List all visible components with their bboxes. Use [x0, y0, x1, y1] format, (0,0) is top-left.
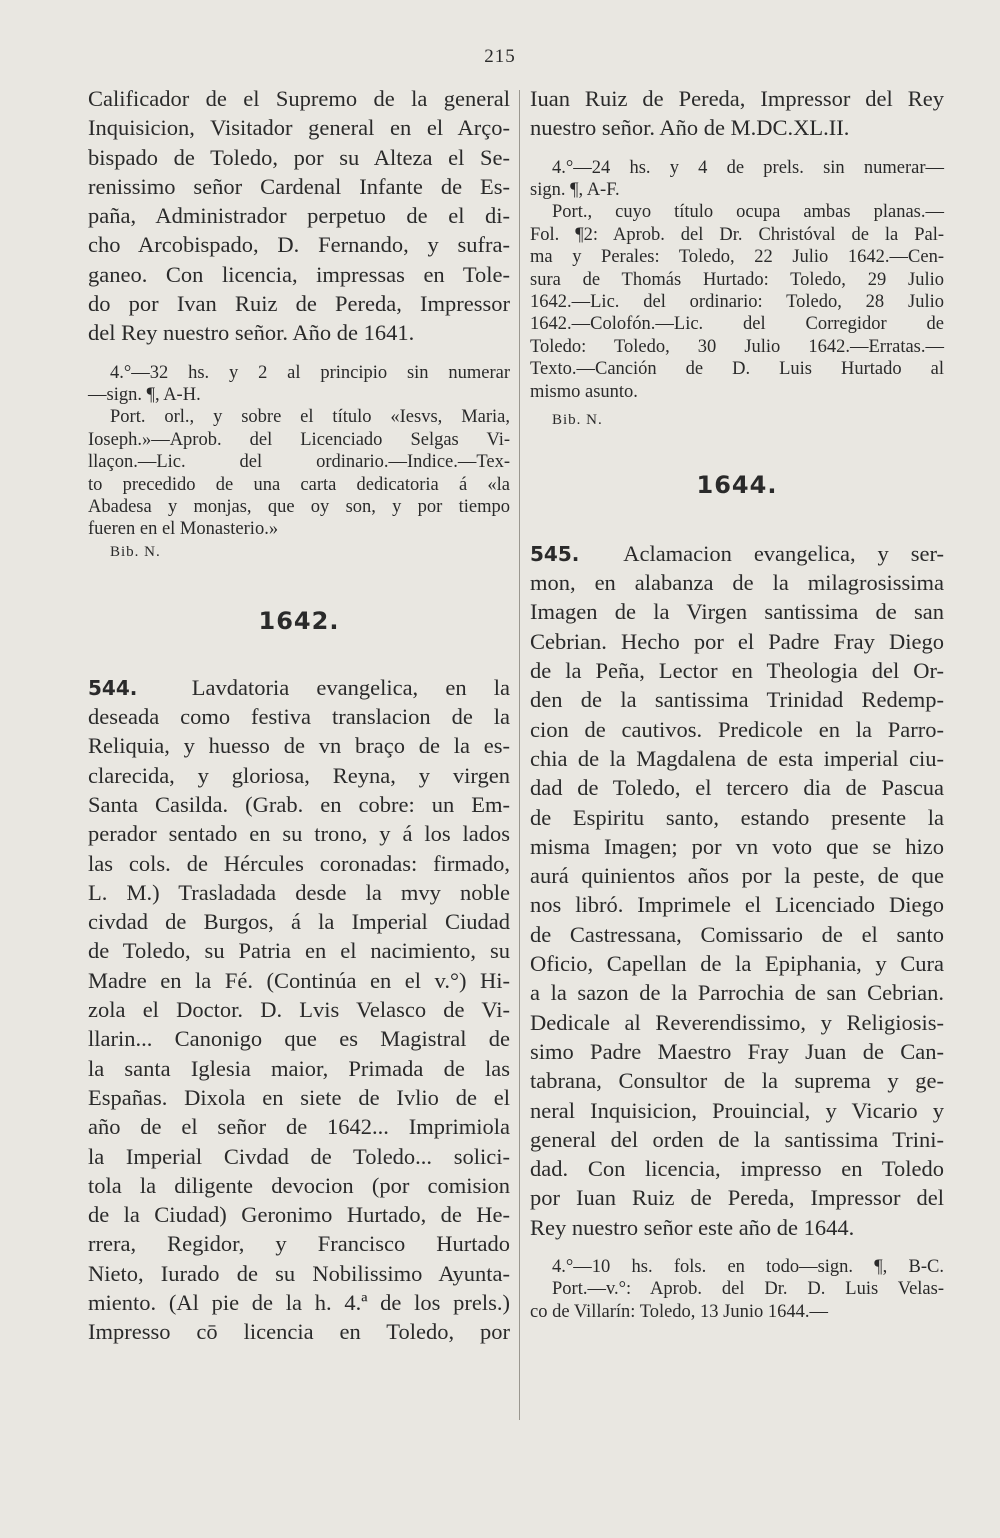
text-line: Dedicale al Reverendissimo, y Religiosis- — [530, 1009, 944, 1035]
text-line: miento. (Al pie de la h. 4.ª de los prels.) — [88, 1290, 510, 1316]
note-line: 4.°—32 hs. y 2 al principio sin numerar — [110, 362, 510, 383]
text-line: civdad de Burgos, á la Imperial Ciudad — [88, 909, 510, 935]
entry-number: 545. — [530, 541, 580, 566]
text-line: las cols. de Hércules coronadas: firmado, — [88, 850, 510, 876]
text-line: chia de la Magdalena de esta imperial ciu- — [530, 745, 944, 771]
note-line: 4.°—10 hs. fols. en todo—sign. ¶, B-C. — [552, 1257, 944, 1278]
text-line: la Imperial Civdad de Toledo... solici- — [88, 1143, 510, 1169]
note-line: sign. ¶, A-F. — [530, 179, 620, 200]
entry-544 — [88, 673, 510, 1347]
text-line: do por Ivan Ruiz de Pereda, Impressor — [88, 291, 510, 317]
note-line: Texto.—Canción de D. Luis Hurtado al — [530, 359, 944, 380]
text-line: de Espiritu santo, estando presente la — [530, 804, 944, 830]
entry-number: 544. — [88, 675, 138, 700]
text-line: tola la diligente devocion (por comision — [88, 1172, 510, 1198]
text-line: mon, en alabanza de la milagrosissima — [530, 570, 944, 596]
right-continuation-text — [530, 84, 944, 143]
text-line: Españas. Dixola en siete de Ivlio de el — [88, 1084, 510, 1110]
text-line: deseada como festiva translacion de la — [88, 704, 510, 730]
text-line: nos libró. Imprimele el Licenciado Diego — [530, 892, 944, 918]
text-line: por Iuan Ruiz de Pereda, Impressor del — [530, 1185, 944, 1211]
text-line: año de el señor de 1642... Imprimiola — [88, 1114, 510, 1140]
text-line: Rey nuestro señor este año de 1644. — [530, 1214, 855, 1240]
left-bibliographic-notes — [88, 362, 510, 541]
text-line: Imagen de la Virgen santissima de san — [530, 599, 944, 625]
text-line: nuestro señor. Año de M.DC.XL.II. — [530, 115, 850, 141]
text-line: L. M.) Trasladada desde la mvy noble — [88, 879, 510, 905]
note-line: Port.—v.°: Aprob. del Dr. D. Luis Velas- — [552, 1279, 944, 1300]
note-line: Toledo: Toledo, 30 Julio 1642.—Erratas.— — [530, 336, 944, 357]
note-line: Port., cuyo título ocupa ambas planas.— — [552, 202, 944, 223]
text-line: dad. Con licencia, impresso en Toledo — [530, 1156, 944, 1182]
year-heading: 1642. — [258, 606, 340, 635]
text-line: Impresso cō licencia en Toledo, por — [88, 1319, 510, 1345]
right-bibliographic-notes-2 — [530, 1256, 944, 1323]
text-line: de la Peña, Lector en Theologia del Or- — [530, 658, 944, 684]
note-line: llaçon.—Lic. del ordinario.—Indice.—Tex- — [88, 452, 510, 473]
note-line: Ioseph.»—Aprob. del Licenciado Selgas Vi- — [88, 429, 510, 450]
library-reference: Bib. N. — [110, 543, 161, 560]
text-line: de Toledo, su Patria en el nacimiento, su — [88, 938, 510, 964]
text-line: Cebrian. Hecho por el Padre Fray Diego — [530, 628, 944, 654]
note-line: 4.°—24 hs. y 4 de prels. sin numerar— — [552, 157, 944, 178]
page-number: 215 — [484, 46, 516, 67]
column-divider — [519, 90, 520, 1420]
text-line: cho Arcobispado, D. Fernando, y sufra- — [88, 232, 510, 258]
text-line: a la sazon de la Parrochia de san Cebrian. — [530, 980, 944, 1006]
text-line: Calificador de el Supremo de la general — [88, 86, 510, 111]
entry-545 — [530, 539, 944, 1242]
note-line: ma y Perales: Toledo, 22 Julio 1642.—Cen- — [530, 247, 944, 268]
text-line: llarin... Canonigo que es Magistral de — [88, 1026, 510, 1052]
note-line: Abadesa y monjas, que oy son, y por tiempo — [88, 497, 510, 518]
text-line: Inquisicion, Visitador general en el Arço- — [88, 115, 510, 141]
note-line: 1642.—Colofón.—Lic. del Corregidor de — [530, 314, 944, 335]
text-line: misma Imagen; por vn voto que se hizo — [530, 833, 944, 859]
text-line: Madre en la Fé. (Continúa en el v.°) Hi- — [88, 967, 510, 993]
text-line: bispado de Toledo, por su Alteza el Se- — [88, 144, 510, 170]
left-continuation-text — [88, 84, 510, 348]
text-line: rrera, Regidor, y Francisco Hurtado — [88, 1231, 510, 1257]
text-line: simo Padre Maestro Fray Juan de Can- — [530, 1038, 944, 1064]
text-line: Nieto, Iurado de su Nobilissimo Ayunta- — [88, 1260, 510, 1286]
text-line: zola el Doctor. D. Lvis Velasco de Vi- — [88, 997, 510, 1023]
text-line: Iuan Ruiz de Pereda, Impressor del Rey — [530, 86, 944, 111]
left-column — [88, 84, 510, 1347]
text-line: paña, Administrador perpetuo de el di- — [88, 203, 510, 229]
text-line: dad de Toledo, el tercero dia de Pascua — [530, 775, 944, 801]
year-heading: 1644. — [696, 470, 778, 499]
text-line: ganeo. Con licencia, impressas en Tole- — [88, 261, 510, 287]
note-line: mismo asunto. — [530, 381, 638, 402]
text-line: perador sentado en su trono, y á los lados — [88, 821, 510, 847]
text-line: de Castressana, Comissario de el santo — [530, 921, 944, 947]
text-line: renissimo señor Cardenal Infante de Es- — [88, 173, 510, 199]
text-line: Reliquia, y huesso de vn braço de la es- — [88, 733, 510, 759]
text-line: Santa Casilda. (Grab. en cobre: un Em- — [88, 791, 510, 817]
text-line: clarecida, y gloriosa, Reyna, y virgen — [88, 762, 510, 788]
text-line: tabrana, Consultor de la suprema y ge- — [530, 1068, 944, 1094]
note-line: —sign. ¶, A-H. — [88, 385, 201, 406]
text-line: cion de cautivos. Predicole en la Parro- — [530, 716, 944, 742]
text-line: la santa Iglesia maior, Primada de las — [88, 1055, 510, 1081]
text-line: de la Ciudad) Geronimo Hurtado, de He- — [88, 1202, 510, 1228]
entry-first-line: 544. Lavdatoria evangelica, en la — [88, 674, 511, 700]
note-line: to precedido de una carta dedicatoria á «la — [88, 474, 510, 495]
right-bibliographic-notes — [530, 157, 944, 403]
text-line: den de la santissima Trinidad Redemp- — [530, 687, 944, 713]
text-line: aurá quinientos años por la peste, de que — [530, 863, 944, 889]
entry-first-line: 545. Aclamacion evangelica, y ser- — [530, 540, 944, 566]
text-line: del Rey nuestro señor. Año de 1641. — [88, 320, 415, 346]
note-line: sura de Thomás Hurtado: Toledo, 29 Julio — [530, 269, 944, 290]
library-reference: Bib. N. — [552, 411, 603, 428]
right-column — [530, 84, 944, 1323]
note-line: Port. orl., y sobre el título «Iesvs, Maria, — [110, 407, 510, 428]
text-line: Oficio, Capellan de la Epiphania, y Cura — [530, 951, 944, 977]
note-line: co de Villarín: Toledo, 13 Junio 1644.— — [530, 1301, 829, 1322]
note-line: 1642.—Lic. del ordinario: Toledo, 28 Julio — [530, 291, 944, 312]
note-line: Fol. ¶2: Aprob. del Dr. Christóval de la Pal- — [530, 224, 944, 245]
note-line: fueren en el Monasterio.» — [88, 519, 279, 540]
text-line: general del orden de la santissima Trini- — [530, 1126, 944, 1152]
text-line: neral Inquisicion, Prouincial, y Vicario y — [530, 1097, 944, 1123]
